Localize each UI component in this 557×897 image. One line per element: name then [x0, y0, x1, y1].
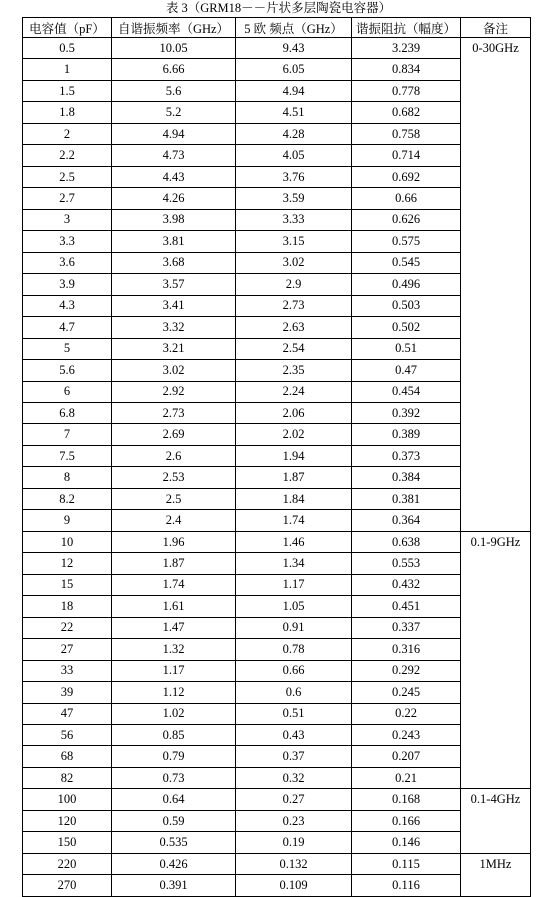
cell-capacitance: 33 — [23, 660, 112, 681]
cell-note — [461, 274, 531, 295]
cell-resonant-impedance: 0.381 — [352, 488, 461, 509]
table-row — [23, 231, 531, 252]
cell-capacitance: 5 — [23, 338, 112, 359]
cell-capacitance: 1 — [23, 59, 112, 80]
cell-note — [461, 660, 531, 681]
table-row — [23, 402, 531, 423]
cell-5-ohm-frequency: 4.94 — [236, 80, 352, 101]
table-row — [23, 510, 531, 531]
cell-5-ohm-frequency: 2.54 — [236, 338, 352, 359]
cell-capacitance: 8.2 — [23, 488, 112, 509]
cell-5-ohm-frequency: 1.05 — [236, 596, 352, 617]
cell-self-resonant-frequency: 5.6 — [112, 80, 236, 101]
cell-resonant-impedance: 0.496 — [352, 274, 461, 295]
table-row — [23, 166, 531, 187]
cell-capacitance: 12 — [23, 553, 112, 574]
table-row — [23, 725, 531, 746]
cell-self-resonant-frequency: 4.43 — [112, 166, 236, 187]
cell-capacitance: 68 — [23, 746, 112, 767]
cell-resonant-impedance: 0.778 — [352, 80, 461, 101]
cell-capacitance: 6.8 — [23, 402, 112, 423]
cell-resonant-impedance: 0.66 — [352, 188, 461, 209]
cell-5-ohm-frequency: 9.43 — [236, 38, 352, 59]
cell-capacitance: 7 — [23, 424, 112, 445]
cell-capacitance: 47 — [23, 703, 112, 724]
cell-resonant-impedance: 0.682 — [352, 102, 461, 123]
capacitor-table — [22, 17, 531, 897]
cell-self-resonant-frequency: 1.96 — [112, 531, 236, 552]
cell-resonant-impedance: 0.373 — [352, 445, 461, 466]
cell-self-resonant-frequency: 1.61 — [112, 596, 236, 617]
cell-5-ohm-frequency: 0.109 — [236, 875, 352, 896]
cell-resonant-impedance: 0.316 — [352, 639, 461, 660]
cell-5-ohm-frequency: 3.76 — [236, 166, 352, 187]
cell-resonant-impedance: 0.503 — [352, 295, 461, 316]
cell-5-ohm-frequency: 0.23 — [236, 810, 352, 831]
table-row — [23, 145, 531, 166]
cell-note — [461, 209, 531, 230]
cell-capacitance: 15 — [23, 574, 112, 595]
cell-note — [461, 510, 531, 531]
header-notes: 备注 — [461, 18, 531, 38]
cell-resonant-impedance: 0.502 — [352, 317, 461, 338]
cell-5-ohm-frequency: 2.9 — [236, 274, 352, 295]
cell-self-resonant-frequency: 0.535 — [112, 832, 236, 853]
cell-5-ohm-frequency: 0.91 — [236, 617, 352, 638]
cell-self-resonant-frequency: 0.426 — [112, 853, 236, 874]
cell-5-ohm-frequency: 0.32 — [236, 767, 352, 788]
cell-5-ohm-frequency: 3.02 — [236, 252, 352, 273]
cell-resonant-impedance: 0.553 — [352, 553, 461, 574]
cell-5-ohm-frequency: 1.74 — [236, 510, 352, 531]
cell-capacitance: 27 — [23, 639, 112, 660]
cell-5-ohm-frequency: 0.37 — [236, 746, 352, 767]
cell-5-ohm-frequency: 2.06 — [236, 402, 352, 423]
table-caption: 表 3（GRM18－－片状多层陶瓷电容器） — [165, 1, 392, 15]
table-row — [23, 317, 531, 338]
cell-self-resonant-frequency: 4.94 — [112, 123, 236, 144]
cell-note — [461, 639, 531, 660]
cell-resonant-impedance: 0.146 — [352, 832, 461, 853]
cell-self-resonant-frequency: 2.73 — [112, 402, 236, 423]
cell-note — [461, 703, 531, 724]
cell-note — [461, 360, 531, 381]
table-row — [23, 59, 531, 80]
cell-capacitance: 3.6 — [23, 252, 112, 273]
cell-self-resonant-frequency: 1.12 — [112, 682, 236, 703]
cell-resonant-impedance: 0.432 — [352, 574, 461, 595]
cell-resonant-impedance: 0.22 — [352, 703, 461, 724]
cell-5-ohm-frequency: 4.51 — [236, 102, 352, 123]
cell-note — [461, 145, 531, 166]
cell-5-ohm-frequency: 3.15 — [236, 231, 352, 252]
cell-5-ohm-frequency: 1.94 — [236, 445, 352, 466]
cell-resonant-impedance: 3.239 — [352, 38, 461, 59]
cell-resonant-impedance: 0.115 — [352, 853, 461, 874]
cell-resonant-impedance: 0.692 — [352, 166, 461, 187]
cell-note — [461, 231, 531, 252]
cell-note — [461, 596, 531, 617]
cell-note — [461, 123, 531, 144]
table-row — [23, 123, 531, 144]
cell-note — [461, 317, 531, 338]
cell-5-ohm-frequency: 1.34 — [236, 553, 352, 574]
table-row — [23, 853, 531, 874]
cell-capacitance: 220 — [23, 853, 112, 874]
table-row — [23, 682, 531, 703]
cell-note — [461, 424, 531, 445]
table-row — [23, 295, 531, 316]
cell-note — [461, 188, 531, 209]
table-row — [23, 445, 531, 466]
table-row — [23, 274, 531, 295]
cell-self-resonant-frequency: 0.79 — [112, 746, 236, 767]
cell-resonant-impedance: 0.51 — [352, 338, 461, 359]
cell-5-ohm-frequency: 0.19 — [236, 832, 352, 853]
cell-note — [461, 166, 531, 187]
cell-self-resonant-frequency: 1.32 — [112, 639, 236, 660]
cell-capacitance: 18 — [23, 596, 112, 617]
cell-resonant-impedance: 0.389 — [352, 424, 461, 445]
cell-note — [461, 617, 531, 638]
cell-self-resonant-frequency: 1.17 — [112, 660, 236, 681]
table-row — [23, 596, 531, 617]
cell-5-ohm-frequency: 0.78 — [236, 639, 352, 660]
cell-5-ohm-frequency: 4.28 — [236, 123, 352, 144]
cell-resonant-impedance: 0.166 — [352, 810, 461, 831]
cell-self-resonant-frequency: 2.6 — [112, 445, 236, 466]
cell-note: 1MHz — [461, 853, 531, 874]
cell-resonant-impedance: 0.243 — [352, 725, 461, 746]
cell-self-resonant-frequency: 4.26 — [112, 188, 236, 209]
cell-self-resonant-frequency: 3.41 — [112, 295, 236, 316]
table-row — [23, 360, 531, 381]
cell-note — [461, 725, 531, 746]
cell-self-resonant-frequency: 3.98 — [112, 209, 236, 230]
table-row — [23, 810, 531, 831]
cell-note — [461, 402, 531, 423]
cell-capacitance: 7.5 — [23, 445, 112, 466]
cell-capacitance: 1.8 — [23, 102, 112, 123]
cell-note — [461, 467, 531, 488]
cell-resonant-impedance: 0.384 — [352, 467, 461, 488]
cell-capacitance: 3 — [23, 209, 112, 230]
cell-note — [461, 682, 531, 703]
cell-resonant-impedance: 0.207 — [352, 746, 461, 767]
cell-resonant-impedance: 0.392 — [352, 402, 461, 423]
header-5-ohm-frequency: 5 欧 频点（GHz） — [236, 18, 352, 38]
table-row — [23, 488, 531, 509]
header-capacitance: 电容值（pF） — [23, 18, 112, 38]
table-row — [23, 875, 531, 896]
cell-resonant-impedance: 0.834 — [352, 59, 461, 80]
cell-5-ohm-frequency: 0.51 — [236, 703, 352, 724]
cell-resonant-impedance: 0.168 — [352, 789, 461, 810]
cell-self-resonant-frequency: 1.74 — [112, 574, 236, 595]
cell-capacitance: 100 — [23, 789, 112, 810]
cell-capacitance: 3.9 — [23, 274, 112, 295]
cell-5-ohm-frequency: 2.02 — [236, 424, 352, 445]
cell-resonant-impedance: 0.714 — [352, 145, 461, 166]
table-row — [23, 832, 531, 853]
cell-self-resonant-frequency: 1.02 — [112, 703, 236, 724]
cell-note: 0.1-4GHz — [461, 789, 531, 810]
cell-note — [461, 80, 531, 101]
table-row — [23, 102, 531, 123]
cell-self-resonant-frequency: 2.5 — [112, 488, 236, 509]
cell-self-resonant-frequency: 6.66 — [112, 59, 236, 80]
table-body — [23, 38, 531, 897]
cell-capacitance: 6 — [23, 381, 112, 402]
cell-note — [461, 767, 531, 788]
cell-5-ohm-frequency: 6.05 — [236, 59, 352, 80]
table-row — [23, 617, 531, 638]
cell-capacitance: 2.7 — [23, 188, 112, 209]
cell-self-resonant-frequency: 0.59 — [112, 810, 236, 831]
cell-5-ohm-frequency: 1.84 — [236, 488, 352, 509]
cell-resonant-impedance: 0.116 — [352, 875, 461, 896]
table-header-row — [23, 18, 531, 38]
cell-resonant-impedance: 0.575 — [352, 231, 461, 252]
cell-capacitance: 4.3 — [23, 295, 112, 316]
cell-resonant-impedance: 0.337 — [352, 617, 461, 638]
cell-self-resonant-frequency: 2.92 — [112, 381, 236, 402]
cell-note — [461, 59, 531, 80]
cell-self-resonant-frequency: 2.69 — [112, 424, 236, 445]
cell-capacitance: 10 — [23, 531, 112, 552]
cell-resonant-impedance: 0.364 — [352, 510, 461, 531]
cell-self-resonant-frequency: 3.81 — [112, 231, 236, 252]
cell-self-resonant-frequency: 4.73 — [112, 145, 236, 166]
cell-note: 0-30GHz — [461, 38, 531, 59]
table-row — [23, 660, 531, 681]
table-row — [23, 531, 531, 552]
table-row — [23, 574, 531, 595]
cell-self-resonant-frequency: 2.4 — [112, 510, 236, 531]
cell-5-ohm-frequency: 3.59 — [236, 188, 352, 209]
table-row — [23, 424, 531, 445]
cell-capacitance: 0.5 — [23, 38, 112, 59]
cell-5-ohm-frequency: 2.73 — [236, 295, 352, 316]
cell-5-ohm-frequency: 3.33 — [236, 209, 352, 230]
table-row — [23, 188, 531, 209]
cell-resonant-impedance: 0.245 — [352, 682, 461, 703]
cell-note — [461, 338, 531, 359]
cell-capacitance: 2.5 — [23, 166, 112, 187]
cell-resonant-impedance: 0.47 — [352, 360, 461, 381]
cell-capacitance: 270 — [23, 875, 112, 896]
cell-note — [461, 574, 531, 595]
header-self-resonant-frequency: 自谐振频率（GHz） — [112, 18, 236, 38]
header-resonant-impedance: 谐振阻抗（幅度） — [352, 18, 461, 38]
cell-resonant-impedance: 0.758 — [352, 123, 461, 144]
table-row — [23, 746, 531, 767]
cell-capacitance: 4.7 — [23, 317, 112, 338]
table-row — [23, 789, 531, 810]
cell-self-resonant-frequency: 3.02 — [112, 360, 236, 381]
cell-5-ohm-frequency: 0.6 — [236, 682, 352, 703]
cell-note — [461, 445, 531, 466]
table-row — [23, 338, 531, 359]
cell-capacitance: 8 — [23, 467, 112, 488]
cell-5-ohm-frequency: 2.24 — [236, 381, 352, 402]
cell-5-ohm-frequency: 1.17 — [236, 574, 352, 595]
cell-capacitance: 9 — [23, 510, 112, 531]
cell-5-ohm-frequency: 2.35 — [236, 360, 352, 381]
cell-resonant-impedance: 0.626 — [352, 209, 461, 230]
cell-capacitance: 1.5 — [23, 80, 112, 101]
cell-5-ohm-frequency: 4.05 — [236, 145, 352, 166]
cell-note — [461, 810, 531, 831]
cell-self-resonant-frequency: 3.21 — [112, 338, 236, 359]
cell-capacitance: 5.6 — [23, 360, 112, 381]
cell-note — [461, 381, 531, 402]
cell-capacitance: 39 — [23, 682, 112, 703]
cell-note — [461, 553, 531, 574]
cell-self-resonant-frequency: 3.32 — [112, 317, 236, 338]
cell-self-resonant-frequency: 2.53 — [112, 467, 236, 488]
table-row — [23, 381, 531, 402]
cell-capacitance: 150 — [23, 832, 112, 853]
table-row — [23, 80, 531, 101]
table-row — [23, 252, 531, 273]
cell-self-resonant-frequency: 1.87 — [112, 553, 236, 574]
cell-note — [461, 488, 531, 509]
cell-5-ohm-frequency: 0.66 — [236, 660, 352, 681]
cell-note — [461, 295, 531, 316]
cell-note — [461, 875, 531, 896]
cell-resonant-impedance: 0.451 — [352, 596, 461, 617]
cell-resonant-impedance: 0.292 — [352, 660, 461, 681]
cell-5-ohm-frequency: 1.46 — [236, 531, 352, 552]
cell-capacitance: 120 — [23, 810, 112, 831]
cell-resonant-impedance: 0.638 — [352, 531, 461, 552]
table-row — [23, 703, 531, 724]
cell-self-resonant-frequency: 1.47 — [112, 617, 236, 638]
cell-5-ohm-frequency: 0.27 — [236, 789, 352, 810]
cell-capacitance: 2 — [23, 123, 112, 144]
cell-resonant-impedance: 0.21 — [352, 767, 461, 788]
cell-self-resonant-frequency: 3.68 — [112, 252, 236, 273]
cell-5-ohm-frequency: 0.43 — [236, 725, 352, 746]
cell-note: 0.1-9GHz — [461, 531, 531, 552]
cell-capacitance: 3.3 — [23, 231, 112, 252]
cell-self-resonant-frequency: 5.2 — [112, 102, 236, 123]
cell-5-ohm-frequency: 1.87 — [236, 467, 352, 488]
cell-self-resonant-frequency: 0.73 — [112, 767, 236, 788]
cell-5-ohm-frequency: 2.63 — [236, 317, 352, 338]
cell-note — [461, 102, 531, 123]
table-row — [23, 553, 531, 574]
cell-capacitance: 22 — [23, 617, 112, 638]
table-row — [23, 38, 531, 59]
cell-resonant-impedance: 0.545 — [352, 252, 461, 273]
cell-self-resonant-frequency: 0.85 — [112, 725, 236, 746]
cell-self-resonant-frequency: 0.64 — [112, 789, 236, 810]
cell-self-resonant-frequency: 3.57 — [112, 274, 236, 295]
cell-capacitance: 2.2 — [23, 145, 112, 166]
cell-self-resonant-frequency: 0.391 — [112, 875, 236, 896]
table-row — [23, 767, 531, 788]
table-row — [23, 639, 531, 660]
cell-note — [461, 746, 531, 767]
cell-self-resonant-frequency: 10.05 — [112, 38, 236, 59]
cell-note — [461, 832, 531, 853]
cell-capacitance: 56 — [23, 725, 112, 746]
table-row — [23, 467, 531, 488]
cell-5-ohm-frequency: 0.132 — [236, 853, 352, 874]
cell-note — [461, 252, 531, 273]
cell-resonant-impedance: 0.454 — [352, 381, 461, 402]
cell-capacitance: 82 — [23, 767, 112, 788]
table-row — [23, 209, 531, 230]
